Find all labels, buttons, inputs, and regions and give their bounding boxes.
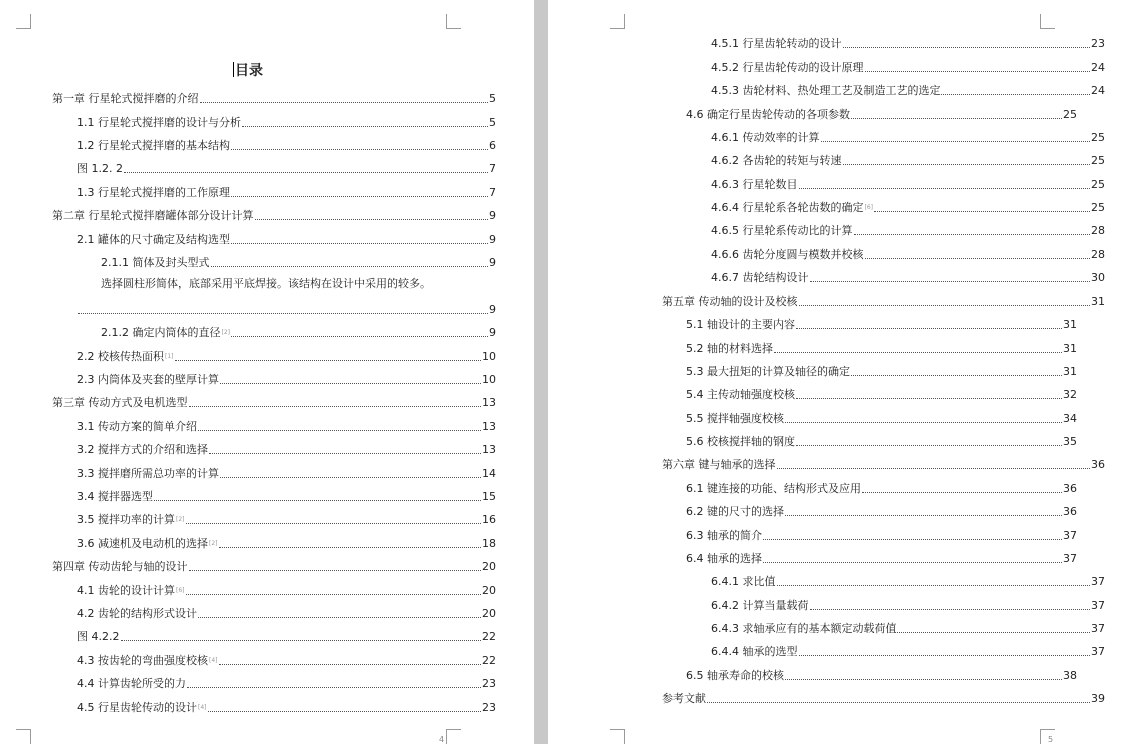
toc-entry-label: 4.2 齿轮的结构形式设计 — [77, 607, 197, 620]
toc-entry[interactable] — [686, 548, 1077, 566]
dot-leader — [843, 47, 1091, 48]
toc-entry-page-number: 13 — [482, 396, 496, 409]
toc-entry[interactable] — [711, 641, 1105, 659]
crop-mark-bottom-left — [16, 729, 31, 744]
toc-entry-page-number: 37 — [1091, 599, 1105, 612]
document-page-left — [0, 0, 534, 744]
dot-leader — [219, 664, 482, 665]
toc-entry-label: 第二章 行星轮式搅拌磨罐体部分设计计算 — [52, 209, 254, 222]
toc-entry-page-number: 10 — [482, 350, 496, 363]
toc-entry-label: 3.5 搅拌功率的计算 — [77, 513, 175, 526]
toc-entry-label: 5.1 轴设计的主要内容 — [686, 318, 795, 331]
toc-entry-page-number: 24 — [1091, 84, 1105, 97]
toc-entry-page-number: 23 — [1091, 37, 1105, 50]
dot-leader — [242, 126, 488, 127]
dot-leader — [799, 188, 1091, 189]
dot-leader — [255, 219, 489, 220]
toc-entry-label: 1.3 行星轮式搅拌磨的工作原理 — [77, 186, 230, 199]
dot-leader — [854, 234, 1091, 235]
toc-entry-label: 6.4.3 求轴承应有的基本额定动载荷值 — [711, 622, 897, 635]
dot-leader — [862, 492, 1062, 493]
toc-entry[interactable] — [77, 463, 496, 481]
toc-title: 目录 — [235, 63, 263, 79]
toc-entry[interactable] — [686, 525, 1077, 543]
toc-entry-page-number: 7 — [489, 186, 496, 199]
citation-marker: [6] — [864, 204, 873, 211]
dot-leader — [198, 430, 481, 431]
toc-entry-page-number: 37 — [1091, 622, 1105, 635]
toc-entry-label: 4.6 确定行星齿轮传动的各项参数 — [686, 108, 850, 121]
dot-leader — [763, 562, 1062, 563]
toc-entry[interactable] — [662, 454, 1105, 472]
toc-entry-label: 4.3 按齿轮的弯曲强度校核 — [77, 654, 208, 667]
toc-entry[interactable] — [52, 88, 496, 106]
toc-entry[interactable] — [686, 104, 1077, 122]
citation-marker: [1] — [165, 353, 174, 360]
toc-entry-page-number: 13 — [482, 420, 496, 433]
toc-entry[interactable] — [77, 509, 496, 527]
dot-leader — [810, 281, 1091, 282]
toc-entry-page-number: 9 — [489, 326, 496, 339]
toc-entry[interactable] — [77, 182, 496, 200]
toc-entry[interactable] — [711, 127, 1105, 145]
toc-entry-page-number: 20 — [482, 584, 496, 597]
dot-leader — [796, 328, 1062, 329]
toc-entry-page-number: 14 — [482, 467, 496, 480]
dot-leader — [186, 523, 482, 524]
toc-entry[interactable] — [686, 431, 1077, 449]
toc-entry-page-number: 31 — [1063, 342, 1077, 355]
toc-entry[interactable] — [77, 369, 496, 387]
page-number-footer: 5 — [1048, 735, 1054, 744]
dot-leader — [78, 313, 488, 314]
toc-entry-page-number: 36 — [1063, 482, 1077, 495]
dot-leader — [231, 243, 488, 244]
toc-entry[interactable] — [662, 688, 1105, 706]
citation-marker: [2] — [221, 329, 230, 336]
toc-entry[interactable] — [711, 150, 1105, 168]
toc-entry[interactable] — [711, 244, 1105, 262]
toc-entry-page-number: 6 — [489, 139, 496, 152]
toc-entry-label: 3.2 搅拌方式的介绍和选择 — [77, 443, 208, 456]
crop-mark-top-left — [610, 14, 625, 29]
toc-entry-page-number: 36 — [1063, 505, 1077, 518]
toc-entry-label: 3.3 搅拌磨所需总功率的计算 — [77, 467, 219, 480]
toc-entry[interactable] — [77, 486, 496, 504]
toc-entry[interactable] — [77, 135, 496, 153]
dot-leader — [796, 398, 1062, 399]
toc-entry-label: 2.1 罐体的尺寸确定及结构选型 — [77, 233, 230, 246]
dot-leader — [777, 585, 1091, 586]
dot-leader — [785, 422, 1062, 423]
toc-entry-label: 6.1 键连接的功能、结构形式及应用 — [686, 482, 861, 495]
toc-entry-page-number: 9 — [489, 209, 496, 222]
citation-marker: [4] — [209, 657, 218, 664]
toc-entry-label: 第五章 传动轴的设计及校核 — [662, 295, 798, 308]
dot-leader — [209, 453, 481, 454]
dot-leader — [785, 515, 1062, 516]
toc-entry-label: 4.5.1 行星齿轮转动的设计 — [711, 37, 842, 50]
toc-entry[interactable] — [711, 571, 1105, 589]
toc-entry-label: 第六章 键与轴承的选择 — [662, 458, 776, 471]
toc-entry-label: 2.1.2 确定内筒体的直径 — [101, 326, 221, 339]
toc-entry-label: 第一章 行星轮式搅拌磨的介绍 — [52, 92, 199, 105]
toc-entry[interactable] — [686, 361, 1077, 379]
toc-entry[interactable] — [686, 314, 1077, 332]
dot-leader — [810, 609, 1091, 610]
toc-entry[interactable] — [77, 697, 496, 715]
dot-leader — [851, 118, 1062, 119]
toc-entry-page-number: 28 — [1091, 248, 1105, 261]
toc-entry-page-number: 38 — [1063, 669, 1077, 682]
toc-entry[interactable] — [77, 650, 496, 668]
dot-leader — [865, 71, 1091, 72]
citation-marker: [4] — [198, 704, 207, 711]
dot-leader — [799, 305, 1091, 306]
dot-leader — [124, 172, 488, 173]
toc-entry[interactable] — [77, 229, 496, 247]
page-number-footer: 4 — [439, 735, 445, 744]
toc-entry-label: 4.6.3 行星轮数目 — [711, 178, 798, 191]
toc-entry-label: 图 4.2.2 — [77, 630, 120, 643]
toc-entry-page-number: 36 — [1091, 458, 1105, 471]
toc-entry-page-number: 37 — [1063, 552, 1077, 565]
toc-entry[interactable] — [686, 338, 1077, 356]
toc-entry-page-number: 15 — [482, 490, 496, 503]
toc-entry-label: 4.1 齿轮的设计计算 — [77, 584, 175, 597]
toc-entry-label: 6.2 键的尺寸的选择 — [686, 505, 784, 518]
toc-entry-label: 3.4 搅拌器选型 — [77, 490, 153, 503]
toc-entry-page-number: 13 — [482, 443, 496, 456]
toc-entry-page-number: 25 — [1091, 201, 1105, 214]
dot-leader — [154, 500, 481, 501]
toc-entry[interactable] — [77, 626, 496, 644]
toc-entry[interactable] — [77, 580, 496, 598]
dot-leader — [189, 406, 482, 407]
toc-entry-label: 1.2 行星轮式搅拌磨的基本结构 — [77, 139, 230, 152]
dot-leader — [777, 468, 1091, 469]
toc-entry-label: 6.4 轴承的选择 — [686, 552, 762, 565]
toc-entry[interactable] — [711, 33, 1105, 51]
toc-entry-page-number: 35 — [1063, 435, 1077, 448]
dot-leader — [799, 655, 1091, 656]
toc-entry-page-number: 31 — [1063, 318, 1077, 331]
dot-leader — [208, 711, 482, 712]
crop-mark-bottom-left — [610, 729, 625, 744]
toc-entry[interactable] — [686, 384, 1077, 402]
toc-entry-label: 2.1.1 简体及封头型式 — [101, 256, 210, 269]
dot-leader — [121, 640, 482, 641]
toc-entry-label: 3.6 减速机及电动机的选择 — [77, 537, 208, 550]
toc-entry[interactable] — [77, 158, 496, 176]
dot-leader — [897, 632, 1090, 633]
dot-leader — [796, 445, 1062, 446]
text-cursor — [233, 62, 234, 77]
dot-leader — [763, 539, 1062, 540]
toc-entry[interactable] — [662, 291, 1105, 309]
toc-entry-label: 4.5.2 行星齿轮传动的设计原理 — [711, 61, 864, 74]
toc-entry-label: 4.5 行星齿轮传动的设计 — [77, 701, 197, 714]
toc-entry-page-number: 23 — [482, 677, 496, 690]
dot-leader — [231, 336, 488, 337]
toc-entry-label: 6.3 轴承的简介 — [686, 529, 762, 542]
toc-entry-label: 5.2 轴的材料选择 — [686, 342, 773, 355]
dot-leader — [231, 196, 488, 197]
toc-entry-page-number: 31 — [1063, 365, 1077, 378]
toc-entry-page-number: 24 — [1091, 61, 1105, 74]
toc-entry-label: 4.6.6 齿轮分度圆与模数并校核 — [711, 248, 864, 261]
document-page-right — [548, 0, 1128, 744]
toc-entry-page-number: 34 — [1063, 412, 1077, 425]
toc-entry[interactable] — [77, 673, 496, 691]
toc-entry-label: 4.6.4 行星轮系各轮齿数的确定 — [711, 201, 864, 214]
dot-leader — [198, 617, 481, 618]
dot-leader — [707, 702, 1090, 703]
toc-entry-page-number: 9 — [489, 256, 496, 269]
toc-entry-page-number: 28 — [1091, 224, 1105, 237]
toc-entry[interactable] — [77, 533, 496, 551]
toc-entry-page-number: 20 — [482, 607, 496, 620]
toc-entry[interactable] — [52, 556, 496, 574]
toc-entry-page-number: 9 — [489, 233, 496, 246]
toc-entry[interactable] — [101, 322, 496, 340]
dot-leader — [865, 258, 1091, 259]
toc-entry[interactable] — [101, 252, 496, 270]
toc-entry[interactable] — [711, 80, 1105, 98]
dot-leader — [220, 383, 481, 384]
toc-entry-label: 4.6.2 各齿轮的转矩与转速 — [711, 154, 842, 167]
toc-entry[interactable] — [711, 220, 1105, 238]
toc-entry-page-number: 5 — [489, 92, 496, 105]
dot-leader — [231, 149, 488, 150]
toc-entry-label: 4.6.5 行星轮系传动比的计算 — [711, 224, 853, 237]
toc-entry[interactable] — [77, 439, 496, 457]
toc-entry-label: 4.5.3 齿轮材料、热处理工艺及制造工艺的选定 — [711, 84, 941, 97]
toc-entry-page-number: 23 — [482, 701, 496, 714]
toc-entry[interactable] — [686, 665, 1077, 683]
toc-entry-page-number: 25 — [1091, 131, 1105, 144]
toc-entry[interactable] — [711, 267, 1105, 285]
toc-entry-label: 5.4 主传动轴强度校核 — [686, 388, 795, 401]
toc-entry-label: 图 1.2. 2 — [77, 162, 123, 175]
toc-entry-label: 4.4 计算齿轮所受的力 — [77, 677, 186, 690]
toc-entry-label: 2.3 内筒体及夹套的壁厚计算 — [77, 373, 219, 386]
toc-entry-label: 2.2 校核传热面积 — [77, 350, 164, 363]
toc-entry-page-number: 22 — [482, 654, 496, 667]
toc-entry[interactable] — [711, 57, 1105, 75]
toc-entry-page-number: 37 — [1091, 645, 1105, 658]
toc-entry-label: 第三章 传动方式及电机选型 — [52, 396, 188, 409]
toc-entry-page-number: 10 — [482, 373, 496, 386]
toc-entry[interactable] — [711, 174, 1105, 192]
crop-mark-top-right — [1040, 14, 1055, 29]
toc-entry-label: 4.6.1 传动效率的计算 — [711, 131, 820, 144]
dot-leader — [843, 164, 1091, 165]
crop-mark-bottom-right — [446, 729, 461, 744]
toc-entry[interactable] — [711, 595, 1105, 613]
dot-leader — [187, 687, 481, 688]
crop-mark-top-left — [16, 14, 31, 29]
toc-entry[interactable] — [686, 478, 1077, 496]
toc-entry-page-number: 16 — [482, 513, 496, 526]
toc-entry-label: 6.4.2 计算当量载荷 — [711, 599, 809, 612]
toc-entry-page-number: 7 — [489, 162, 496, 175]
dot-leader — [220, 477, 481, 478]
citation-marker: [2] — [176, 516, 185, 523]
toc-entry-label: 第四章 传动齿轮与轴的设计 — [52, 560, 188, 573]
toc-entry-page-number: 25 — [1091, 154, 1105, 167]
crop-mark-top-right — [446, 14, 461, 29]
toc-entry-label: 参考文献 — [662, 692, 706, 705]
toc-entry-label: 6.4.1 求比值 — [711, 575, 776, 588]
dot-leader — [785, 679, 1062, 680]
dot-leader — [874, 211, 1090, 212]
toc-entry-page-number: 37 — [1091, 575, 1105, 588]
citation-marker: [2] — [209, 540, 218, 547]
body-text-line: 选择圆柱形简体，底部采用平底焊接。该结构在设计中采用的较多。 — [101, 277, 431, 290]
dot-leader — [186, 594, 482, 595]
dot-leader — [851, 375, 1062, 376]
toc-entry-page-number: 39 — [1091, 692, 1105, 705]
toc-entry-page-number: 22 — [482, 630, 496, 643]
dot-leader — [175, 360, 482, 361]
toc-entry[interactable] — [52, 205, 496, 223]
toc-entry-page-number: 18 — [482, 537, 496, 550]
dot-leader — [774, 352, 1062, 353]
toc-entry[interactable] — [77, 416, 496, 434]
toc-entry-page-number: 30 — [1091, 271, 1105, 284]
toc-entry-label: 5.6 校核搅拌轴的钢度 — [686, 435, 795, 448]
toc-entry-page-number: 9 — [489, 303, 496, 316]
citation-marker: [6] — [176, 587, 185, 594]
toc-entry-label: 5.3 最大扭矩的计算及轴径的确定 — [686, 365, 850, 378]
toc-entry-label: 3.1 传动方案的简单介绍 — [77, 420, 197, 433]
toc-entry[interactable] — [711, 197, 1105, 215]
toc-entry-page-number: 32 — [1063, 388, 1077, 401]
dot-leader — [200, 102, 489, 103]
dot-leader — [189, 570, 482, 571]
toc-entry[interactable] — [77, 299, 496, 317]
toc-entry[interactable] — [686, 408, 1077, 426]
toc-entry-page-number: 5 — [489, 116, 496, 129]
toc-entry-label: 6.5 轴承寿命的校核 — [686, 669, 784, 682]
dot-leader — [219, 547, 482, 548]
toc-entry[interactable] — [711, 618, 1105, 636]
toc-entry-page-number: 37 — [1063, 529, 1077, 542]
toc-entry[interactable] — [77, 346, 496, 364]
toc-entry-page-number: 20 — [482, 560, 496, 573]
dot-leader — [211, 266, 489, 267]
toc-entry-page-number: 25 — [1091, 178, 1105, 191]
toc-entry-page-number: 25 — [1063, 108, 1077, 121]
toc-entry[interactable] — [686, 501, 1077, 519]
toc-entry-label: 1.1 行星轮式搅拌磨的设计与分析 — [77, 116, 241, 129]
toc-entry[interactable] — [52, 392, 496, 410]
dot-leader — [821, 141, 1091, 142]
toc-entry-label: 6.4.4 轴承的选型 — [711, 645, 798, 658]
toc-entry-label: 5.5 搅拌轴强度校核 — [686, 412, 784, 425]
toc-entry-label: 4.6.7 齿轮结构设计 — [711, 271, 809, 284]
toc-entry[interactable] — [77, 112, 496, 130]
dot-leader — [941, 94, 1090, 95]
toc-entry[interactable] — [77, 603, 496, 621]
toc-entry-page-number: 31 — [1091, 295, 1105, 308]
